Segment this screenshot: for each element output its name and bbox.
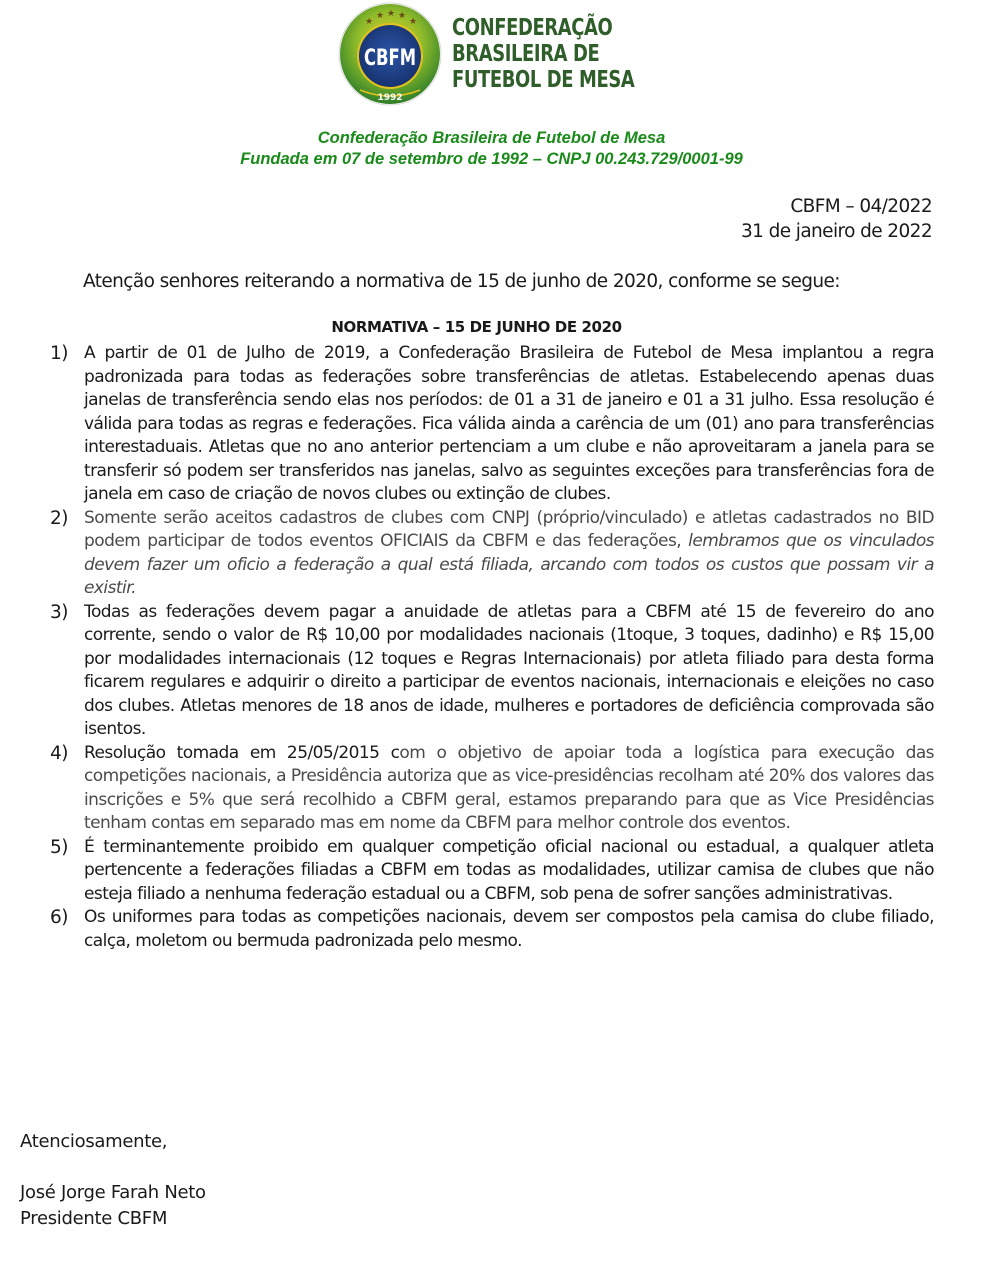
- item-number: 2): [50, 507, 68, 529]
- svg-text:★: ★: [387, 9, 396, 19]
- svg-text:★: ★: [398, 11, 407, 21]
- item-number: 5): [50, 836, 68, 858]
- item-text: A partir de 01 de Julho de 2019, a Confederação Brasileira de Futebol de Mesa implantou a regra padronizada para todas as federações sobre transferências de atletas. Estabelecendo apenas duas janelas de transferência sendo elas nos períodos: de 01 a 31 de janeiro e 01 a 31 julho. Essa resolução é válida para todas as regras e federações. Fica válida ainda a carência de um (01) ano para transferências interestaduais. Atletas que no ano anterior pertenciam a um clube e não aproveitaram a janela para se transferir só podem ser transferidos nas janelas, salvo as seguintes exceções para transferências fora de janela em caso de criação de novos clubes ou extinção de clubes.: [84, 343, 934, 504]
- emblem-year: 1992: [377, 93, 403, 103]
- item-text-italic: lembramos que os vinculados devem fazer um oficio a federação a qual está filiada, arcando com todos os custos que possam vir a existir.: [84, 531, 934, 598]
- svg-text:★: ★: [409, 17, 418, 27]
- svg-text:★: ★: [365, 17, 374, 27]
- list-item: [50, 507, 934, 601]
- document-number: CBFM – 04/2022: [790, 196, 932, 217]
- svg-text:★: ★: [376, 11, 385, 21]
- org-founding-info: Fundada em 07 de setembro de 1992 – CNPJ 00.243.729/0001-99: [240, 150, 743, 168]
- emblem-text: CBFM: [364, 46, 416, 71]
- item-text: Somente serão aceitos cadastros de clubes com CNPJ (próprio/vinculado) e atletas cadastrados no BID podem participar de todos eventos OFICIAIS da CBFM e das federações,: [84, 507, 934, 551]
- closing-salutation: Atenciosamente,: [20, 1131, 168, 1152]
- cbfm-emblem-icon: [338, 2, 442, 106]
- item-text-lead: Resolução tomada em 25/05/2015 c: [84, 742, 400, 763]
- wordmark-line-3: FUTEBOL DE MESA: [452, 67, 635, 93]
- cbfm-logo: [338, 0, 635, 108]
- item-text: om o objetivo de apoiar toda a logística para execução das competições nacionais, a Presidência autoriza que as vice-presidências recolham até 20% dos valores das inscrições e 5% que será recolhido a CBFM geral, estamos preparando para que as Vice Presidências tenham contas em separado mas em nome da CBFM para melhor controle dos eventos.: [84, 742, 934, 833]
- list-item: [50, 906, 934, 953]
- org-name: Confederação Brasileira de Futebol de Mesa: [317, 129, 666, 147]
- item-number: 1): [50, 343, 68, 364]
- wordmark-line-2: BRASILEIRA DE: [452, 41, 600, 67]
- intro-text: Atenção senhores reiterando a normativa de 15 de junho de 2020, conforme se segue:: [83, 271, 840, 292]
- logo-wordmark: [452, 15, 634, 93]
- item-number: 4): [50, 742, 68, 764]
- normativa-title: NORMATIVA – 15 DE JUNHO DE 2020: [331, 318, 622, 336]
- list-item: [50, 342, 934, 507]
- signer-name: José Jorge Farah Neto: [20, 1182, 206, 1203]
- list-item: [50, 601, 934, 742]
- signer-title: Presidente CBFM: [20, 1208, 168, 1229]
- item-text: É terminantemente proibido em qualquer competição oficial nacional ou estadual, a qualquer atleta pertencente a federações filiadas a CBFM em todas as modalidades, utilizar camisa de clubes que não esteja filiado a nenhuma federação estadual ou a CBFM, sob pena de sofrer sanções administrativas.: [84, 836, 934, 904]
- list-item: [50, 836, 934, 907]
- item-number: 6): [50, 907, 68, 928]
- rules-list: [50, 342, 934, 953]
- item-text: Todas as federações devem pagar a anuidade de atletas para a CBFM até 15 de fevereiro do ano corrente, sendo o valor de R$ 10,00 por modalidades nacionais (1toque, 3 toques, dadinho) e R$ 15,00 por modalidades internacionais (12 toques e Regras Internacionais) por atleta filiado para desta forma ficarem regulares e adquirir o direito a participar de eventos nacionais, internacionais e eleições no caso dos clubes. Atletas menores de 18 anos de idade, mulheres e portadores de deficiência comprovada são isentos.: [84, 601, 934, 739]
- item-number: 3): [50, 601, 68, 623]
- wordmark-line-1: CONFEDERAÇÃO: [452, 15, 613, 41]
- list-item: [50, 742, 934, 836]
- item-text: Os uniformes para todas as competições nacionais, devem ser compostos pela camisa do clube filiado, calça, moletom ou bermuda padronizada pelo mesmo.: [84, 907, 934, 951]
- document-date: 31 de janeiro de 2022: [740, 221, 932, 242]
